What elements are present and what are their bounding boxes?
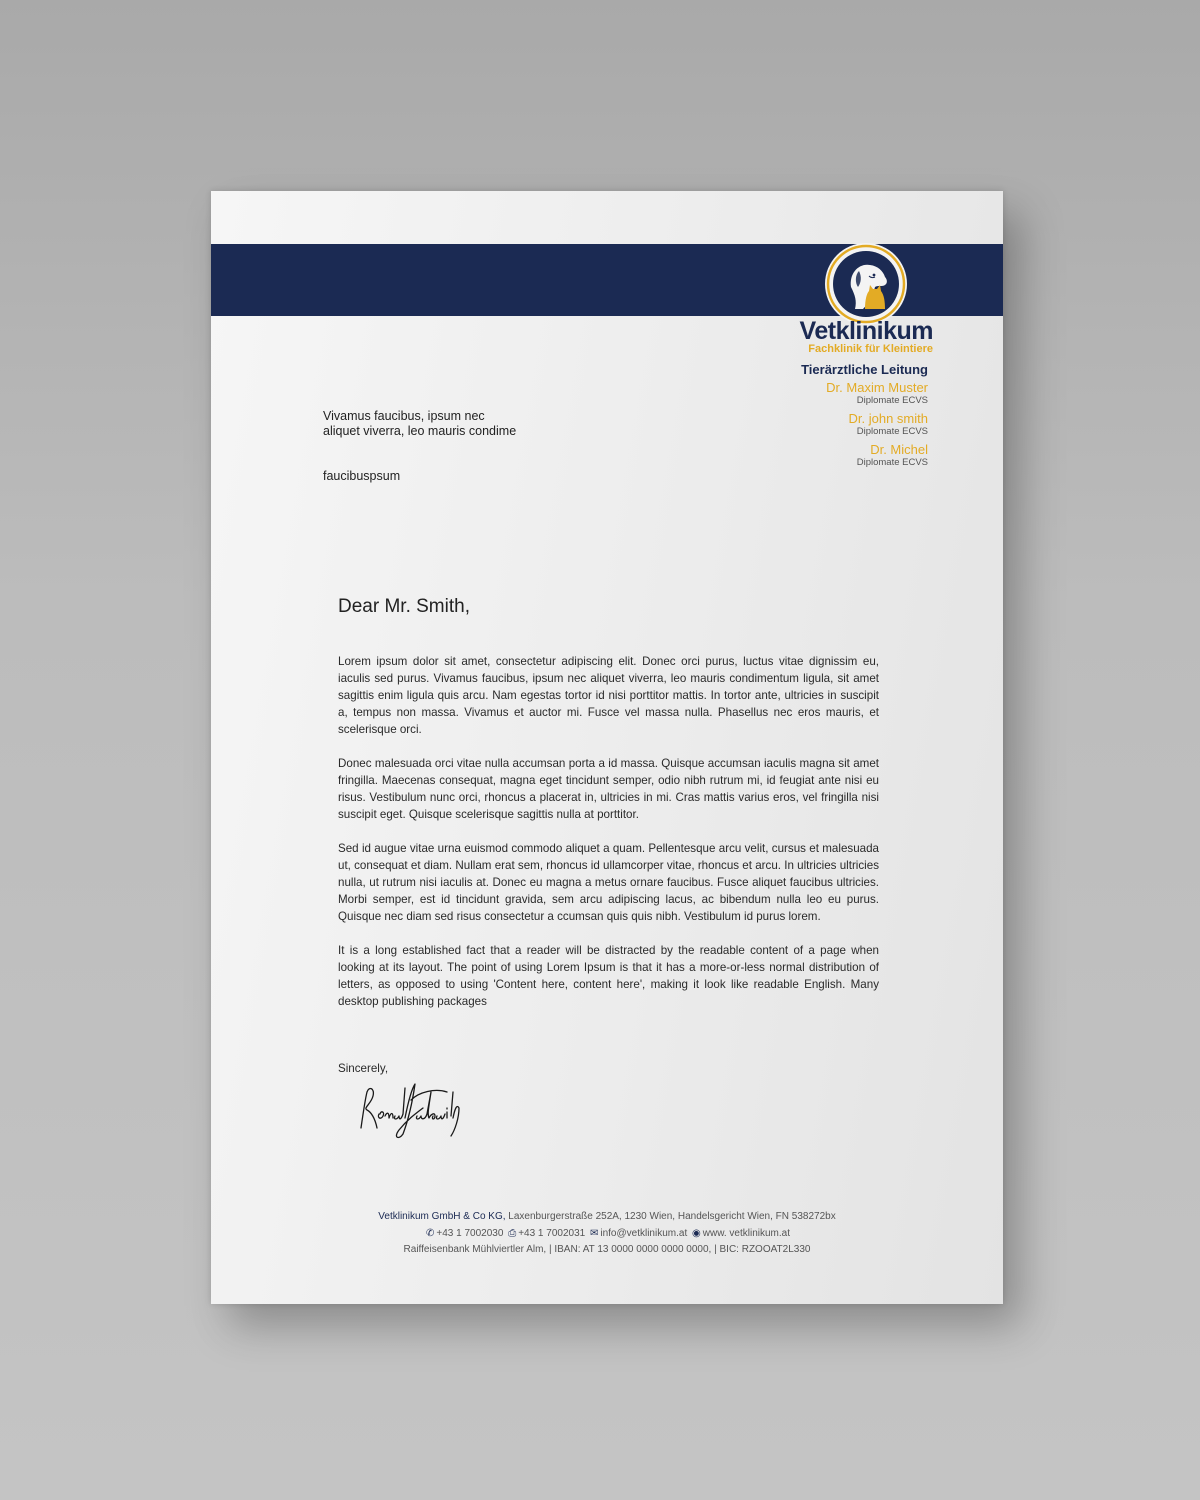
recipient-line: faucibuspsum	[323, 469, 401, 483]
footer-company: Vetklinikum GmbH & Co KG,	[378, 1211, 506, 1222]
footer-contact-line	[211, 1226, 1003, 1243]
footer-company-line	[211, 1209, 1003, 1226]
doctor-credential: Diplomate ECVS	[856, 426, 928, 437]
letterhead-page	[211, 191, 1003, 1304]
recipient-line: Vivamus faucibus, ipsum nec	[323, 409, 485, 423]
doctor-name: Dr. john smith	[848, 411, 928, 426]
dog-cat-logo-icon	[825, 243, 907, 325]
email-icon: ✉	[589, 1227, 599, 1239]
brand-name: Vetklinikum	[799, 317, 933, 345]
footer-address: Laxenburgerstraße 252A, 1230 Wien, Handelsgericht Wien, FN 538272bx	[505, 1211, 836, 1222]
clinic-logo	[825, 243, 907, 325]
recipient-line: aliquet viverra, leo mauris condime	[323, 424, 517, 438]
handwritten-signature	[355, 1078, 465, 1149]
body-paragraph: Sed id augue vitae urna euismod commodo aliquet a quam. Pellentesque arcu velit, cursus et malesuada ut, consequat et diam. Nullam erat sem, rhoncus id ullamcorper vitae, rhoncus et arcu. In ultricies ultricies nulla, ut rutrum nisi iaculis at. Donec eu magna a metus ornare faucibus. Fusce aliquet faucibus ultricies. Morbi semper, est id tincidunt gravida, sem arcu adipiscing lacus, ac bibendum nulla leo eu purus. Quisque nec diam sed risus consectetur a ccumsan quis quis nibh. Vestibulum id purus lorem.	[338, 842, 879, 923]
doctor-name: Dr. Michel	[870, 442, 928, 457]
letter-closing: Sincerely,	[338, 1062, 389, 1075]
footer-bank: Raiffeisenbank Mühlviertler Alm, | IBAN: AT 13 0000 0000 0000 0000, | BIC: RZOOAT2L330	[403, 1244, 811, 1255]
body-paragraph: Lorem ipsum dolor sit amet, consectetur adipiscing elit. Donec orci purus, luctus vitae dignissim eu, iaculis sed purus. Vivamus faucibus, ipsum nec aliquet viverra, leo mauris condimentum ligula, sit amet sagittis enim ligula quis arcu. Nam egestas tortor id nisi porttitor mattis. In tortor ante, ultricies in suscipit a, tempus non massa. Vivamus et auctor mi. Fusce vel massa nulla. Phasellus nec eros mauris, et scelerisque orci.	[338, 655, 879, 736]
footer-website[interactable]: www. vetklinikum.at	[702, 1227, 790, 1239]
footer-email[interactable]: info@vetklinikum.at	[600, 1227, 688, 1239]
footer-phone: +43 1 7002030	[436, 1227, 504, 1239]
body-paragraph: Donec malesuada orci vitae nulla accumsan porta a id massa. Quisque accumsan iaculis magna sit amet fringilla. Maecenas consequat, magna eget tincidunt semper, odio nibh rutrum mi, id feugiat ante nisi eu risus. Vestibulum nunc orci, rhoncus a placerat in, ultricies in mi. Cras mattis varius eros, vel fringilla nisi suscipit eget. Quisque scelerisque sagittis nulla at porttitor.	[338, 757, 879, 821]
leadership-block	[801, 362, 928, 473]
doctor-credential: Diplomate ECVS	[856, 457, 928, 468]
leadership-title: Tierärztliche Leitung	[801, 362, 928, 377]
doctor-credential: Diplomate ECVS	[856, 395, 928, 406]
globe-icon: ◉	[692, 1227, 701, 1239]
letter-body	[338, 653, 879, 1027]
body-paragraph: It is a long established fact that a reader will be distracted by the readable content of a page when looking at its layout. The point of using Lorem Ipsum is that it has a more-or-less normal distribution of letters, as opposed to using 'Content here, content here', making it look like readable English. Many desktop publishing packages	[338, 944, 879, 1008]
phone-icon: ✆	[426, 1227, 435, 1239]
brand-subtitle: Fachklinik für Kleintiere	[808, 343, 933, 355]
letter-footer	[211, 1209, 1003, 1259]
recipient-address	[323, 409, 516, 439]
doctor-name: Dr. Maxim Muster	[826, 380, 928, 395]
fax-icon: ⎙	[508, 1227, 517, 1239]
footer-fax: +43 1 7002031	[518, 1227, 586, 1239]
letter-greeting: Dear Mr. Smith,	[338, 596, 470, 617]
brand-block	[800, 317, 933, 355]
